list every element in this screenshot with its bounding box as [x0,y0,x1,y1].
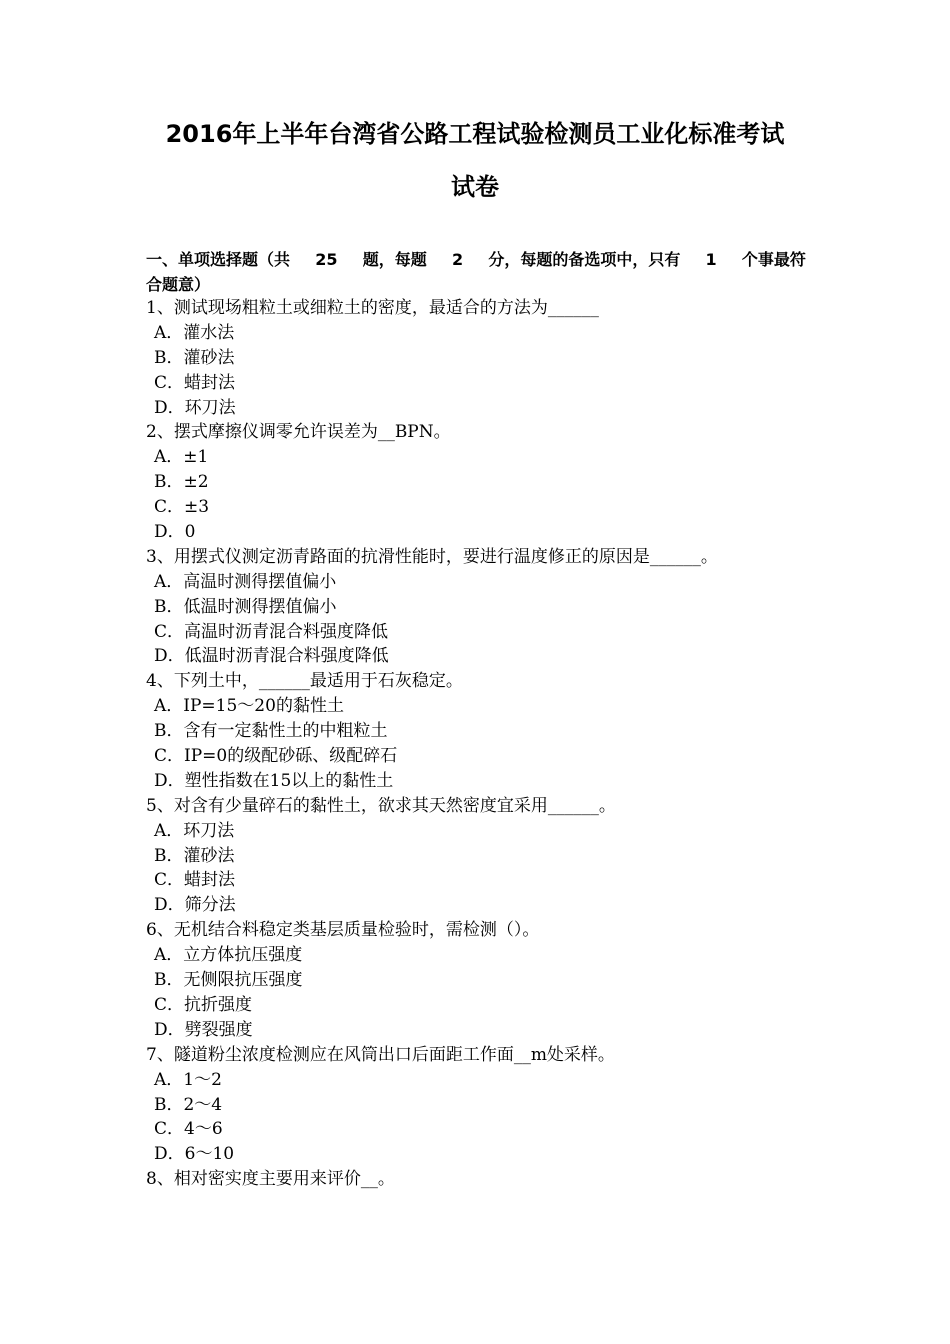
section-heading-part: 一、单项选择题（共 [146,250,291,269]
question-stem: 8、相对密实度主要用来评价__。 [146,1169,395,1190]
answer-option: A．IP=15～20的黏性土 [154,696,344,717]
answer-option: C．蜡封法 [154,870,236,891]
answer-option: D．塑性指数在15以上的黏性土 [154,770,394,791]
answer-option: C．高温时沥青混合料强度降低 [154,621,389,642]
section-heading-part: 25 [315,250,338,269]
answer-option: B．±2 [154,472,209,493]
question-stem: 7、隧道粉尘浓度检测应在风筒出口后面距工作面__m处采样。 [146,1044,615,1065]
answer-option: B．低温时测得摆值偏小 [154,596,337,617]
answer-option: B．2～4 [154,1094,223,1115]
question-stem: 6、无机结合料稳定类基层质量检验时，需检测（）。 [146,920,540,941]
answer-option: A．灌水法 [154,322,235,343]
answer-option: C．蜡封法 [154,372,236,393]
answer-option: D．劈裂强度 [154,1019,253,1040]
answer-option: D．低温时沥青混合料强度降低 [154,646,389,667]
answer-option: C．4～6 [154,1119,223,1140]
section-heading-part: 分，每题的备选项中，只有 [488,250,681,269]
section-heading-part: 2 [451,250,464,269]
answer-option: B．灌砂法 [154,347,235,368]
answer-option: B．无侧限抗压强度 [154,970,303,991]
document-title-line-2: 试卷 [451,173,499,201]
document-title-line-1: 2016年上半年台湾省公路工程试验检测员工业化标准考试 [165,120,785,148]
question-stem: 5、对含有少量碎石的黏性土，欲求其天然密度宜采用______。 [146,795,616,816]
answer-option: C．IP=0的级配砂砾、级配碎石 [154,746,398,767]
section-heading-row-1 [146,247,806,272]
question-stem: 4、下列土中，______最适用于石灰稳定。 [146,671,463,692]
answer-option: A．立方体抗压强度 [154,945,303,966]
answer-option: B．含有一定黏性土的中粗粒土 [154,721,388,742]
question-stem: 1、测试现场粗粒土或细粒土的密度，最适合的方法为______ [146,298,599,318]
answer-option: D．6～10 [154,1144,235,1165]
section-heading-part: 1 [705,250,717,269]
section-heading-part: 个事最符 [741,250,806,269]
answer-option: A．高温时测得摆值偏小 [154,571,337,592]
question-list [146,296,826,1192]
question-stem: 2、摆式摩擦仪调零允许误差为__BPN。 [146,422,451,443]
answer-option: A．环刀法 [154,820,235,841]
section-heading-row-2: 合题意） [146,275,211,294]
answer-option: A．1～2 [154,1069,222,1090]
answer-option: C．±3 [154,497,210,518]
section-heading-part: 题，每题 [362,250,427,269]
section-heading [146,247,806,297]
answer-option: D．环刀法 [154,397,236,418]
answer-option: D．筛分法 [154,895,236,916]
answer-option: A．±1 [154,447,209,468]
answer-option: C．抗折强度 [154,994,253,1015]
question-stem: 3、用摆式仪测定沥青路面的抗滑性能时，要进行温度修正的原因是______。 [146,546,718,567]
answer-option: D．0 [154,522,196,543]
answer-option: B．灌砂法 [154,845,235,866]
